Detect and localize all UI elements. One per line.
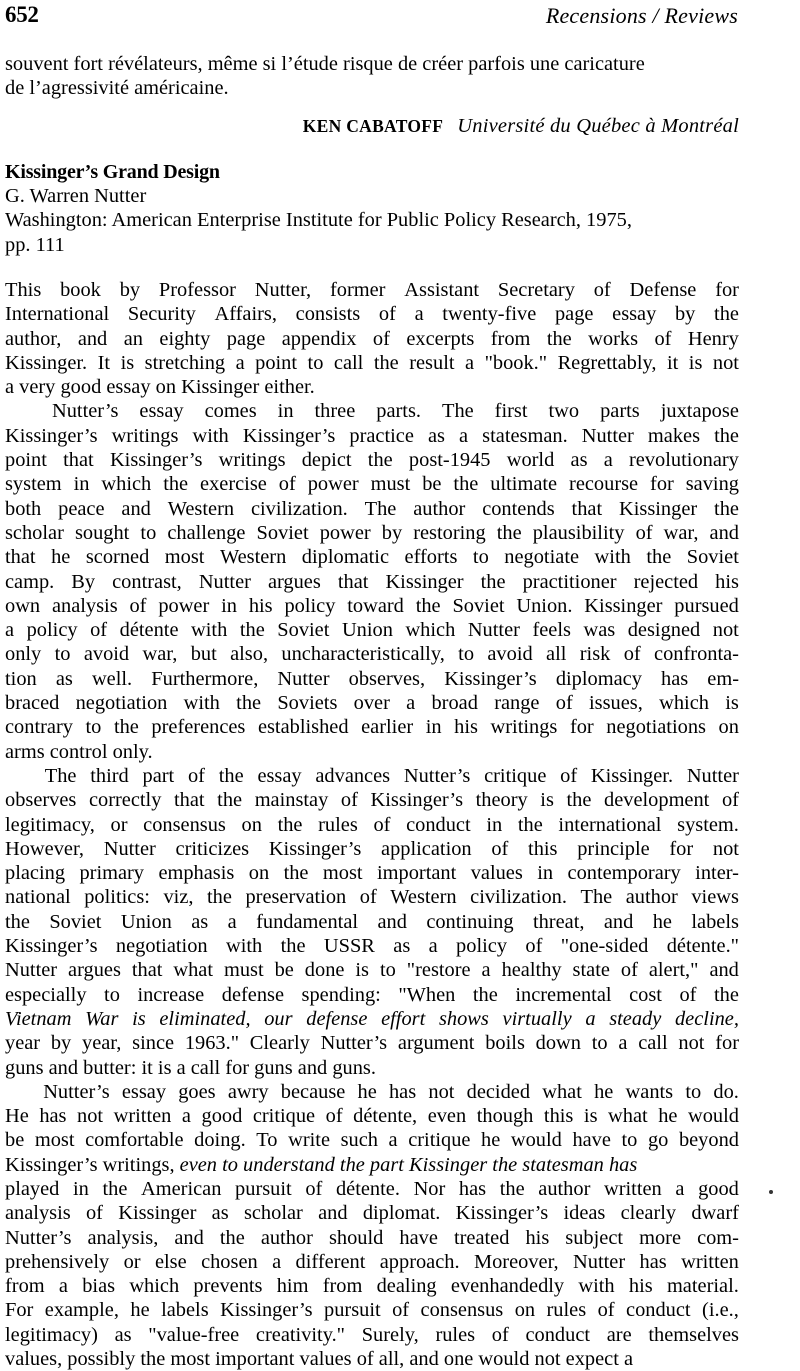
- reviewer-attribution: [5, 115, 739, 141]
- reviewer-affiliation: Université du Québec à Montréal: [457, 115, 739, 137]
- text-line: camp. By contrast, Nutter argues that Kissinger the practitioner rejected his: [5, 570, 739, 593]
- text-line: Kissinger’s writings, even to understand the part Kissinger the statesman has: [5, 1153, 638, 1176]
- book-author: G. Warren Nutter: [5, 185, 147, 207]
- continued-paragraph: [5, 52, 739, 101]
- text-line: Nutter’s essay goes awry because he has not decided what he wants to do.: [43, 1080, 739, 1103]
- text-line: However, Nutter criticizes Kissinger’s application of this principle for not: [5, 837, 739, 860]
- text-line: own analysis of power in his policy toward the Soviet Union. Kissinger pursued: [5, 594, 739, 617]
- running-head-title: Recensions / Reviews: [545, 3, 738, 28]
- text-line: contrary to the preferences established earlier in his writings for negotiations on: [5, 716, 739, 739]
- text-line: point that Kissinger’s writings depict the post-1945 world as a revolutionary: [5, 449, 739, 472]
- text-line: observes correctly that the mainstay of Kissinger’s theory is the development of: [5, 789, 739, 812]
- text-line: guns and butter: it is a call for guns and guns.: [5, 1056, 376, 1079]
- text-line: This book by Professor Nutter, former Assistant Secretary of Defense for: [5, 279, 739, 301]
- text-line: prehensively or else chosen a different approach. Moreover, Nutter has written: [5, 1250, 739, 1273]
- book-publication: Washington: American Enterprise Institute for Public Policy Research, 1975,: [5, 209, 632, 232]
- text-line: International Security Affairs, consists of a twenty-five page essay by the: [5, 303, 739, 326]
- book-pages: pp. 111: [5, 233, 65, 256]
- text-line: de l’agressivité américaine.: [5, 77, 229, 100]
- review-body: [5, 278, 739, 1371]
- text-line: author, and an eighty page appendix of excerpts from the works of Henry: [5, 327, 739, 350]
- text-line: Kissinger’s writings with Kissinger’s practice as a statesman. Nutter makes the: [5, 424, 739, 447]
- text-line: braced negotiation with the Soviets over a broad range of issues, which is: [5, 692, 739, 715]
- text-line: placing primary emphasis on the most important values in contemporary inter-: [5, 862, 739, 885]
- text-line: only to avoid war, but also, uncharacteristically, to avoid all risk of confronta-: [5, 643, 739, 666]
- text-line: arms control only.: [5, 740, 153, 763]
- text-line: tion as well. Furthermore, Nutter observes, Kissinger’s diplomacy has em-: [5, 667, 739, 690]
- text-line: both peace and Western civilization. The author contends that Kissinger the: [5, 497, 739, 520]
- scan-speck: [769, 1190, 773, 1194]
- text-line: Kissinger. It is stretching a point to call the result a "book." Regrettably, it is not: [5, 351, 739, 374]
- text-line: be most comfortable doing. To write such a critique he would have to go beyond: [5, 1129, 739, 1152]
- text-line: Kissinger’s negotiation with the USSR as a policy of "one-sided détente.": [5, 935, 739, 958]
- text-line: Nutter’s essay comes in three parts. The first two parts juxtapose: [51, 400, 739, 423]
- text-line: played in the American pursuit of détente. Nor has the author written a good: [5, 1177, 739, 1200]
- running-head: [5, 2, 738, 32]
- text-line: that he scorned most Western diplomatic efforts to negotiate with the Soviet: [5, 546, 739, 569]
- paragraph: [5, 764, 739, 1080]
- text-line: Nutter argues that what must be done is to "restore a healthy state of alert," and: [5, 959, 739, 982]
- paragraph: [5, 399, 739, 763]
- text-line: the Soviet Union as a fundamental and continuing threat, and he labels: [5, 910, 739, 933]
- reviewer-name: KEN CABATOFF: [302, 116, 444, 136]
- text-line: from a bias which prevents him from dealing evenhandedly with his material.: [5, 1275, 739, 1298]
- paragraph: [5, 1080, 739, 1371]
- page-number: 652: [5, 2, 39, 27]
- text-line: legitimacy, or consensus on the rules of conduct in the international system.: [5, 813, 739, 836]
- text-line: For example, he labels Kissinger’s pursuit of consensus on rules of conduct (i.e.,: [5, 1299, 739, 1322]
- text-line: legitimacy) as "value-free creativity." Surely, rules of conduct are themselves: [5, 1323, 739, 1346]
- text-line: a very good essay on Kissinger either.: [5, 376, 315, 399]
- text-line: He has not written a good critique of détente, even though this is what he would: [5, 1105, 739, 1128]
- paragraph: [5, 278, 739, 399]
- text-line: system in which the exercise of power must be the ultimate recourse for saving: [5, 473, 739, 496]
- book-title: Kissinger’s Grand Design: [5, 161, 220, 183]
- text-line: values, possibly the most important values of all, and one would not expect a: [5, 1348, 634, 1371]
- text-line: national politics: viz, the preservation of Western civilization. The author views: [5, 886, 739, 909]
- text-line: a policy of détente with the Soviet Union which Nutter feels was designed not: [5, 619, 739, 642]
- text-line: souvent fort révélateurs, même si l’étude risque de créer parfois une caricature: [5, 53, 645, 75]
- text-line: Vietnam War is eliminated, our defense effort shows virtually a steady decline,: [5, 1007, 739, 1030]
- text-line: The third part of the essay advances Nutter’s critique of Kissinger. Nutter: [44, 764, 739, 787]
- text-line: analysis of Kissinger as scholar and diplomat. Kissinger’s ideas clearly dwarf: [5, 1202, 739, 1225]
- book-heading: [5, 160, 739, 257]
- text-line: scholar sought to challenge Soviet power by restoring the plausibility of war, and: [5, 521, 739, 544]
- text-line: especially to increase defense spending: "When the incremental cost of the: [5, 983, 739, 1006]
- text-line: year by year, since 1963." Clearly Nutter’s argument boils down to a call not for: [5, 1032, 739, 1055]
- text-line: Nutter’s analysis, and the author should have treated his subject more com-: [5, 1226, 739, 1249]
